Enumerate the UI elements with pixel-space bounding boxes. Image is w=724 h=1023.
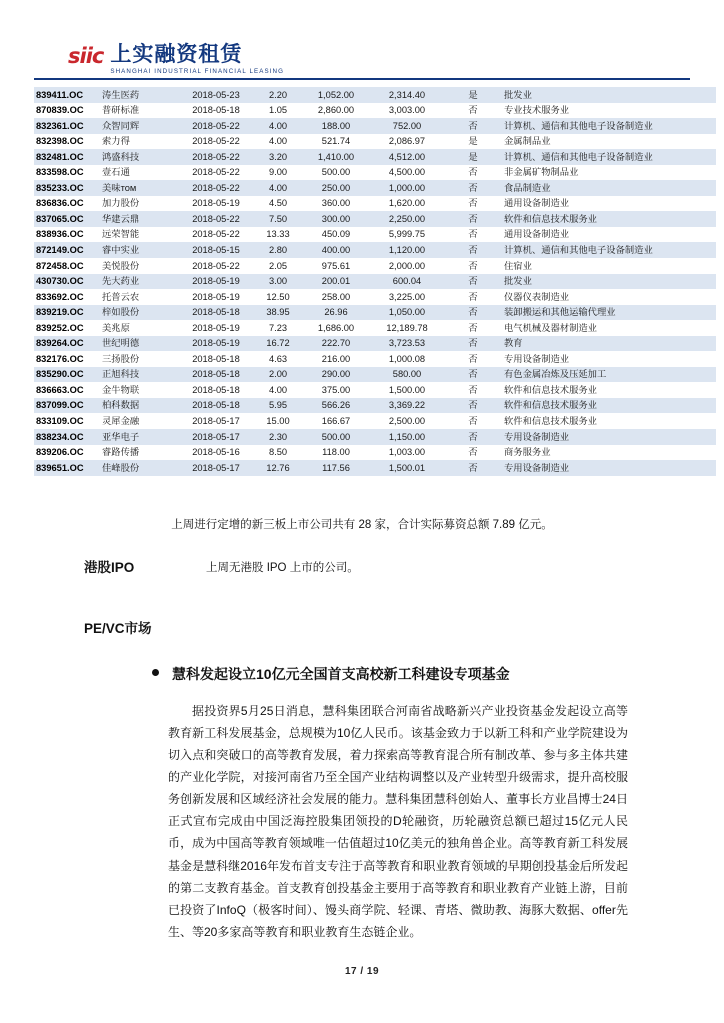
table-row	[34, 274, 716, 290]
cell-volume: 1,052.00	[302, 87, 370, 103]
cell-flag: 否	[444, 351, 502, 367]
cell-code: 832176.OC	[34, 351, 100, 367]
cell-volume: 375.00	[302, 382, 370, 398]
cell-price: 38.95	[254, 305, 302, 321]
cell-code: 835290.OC	[34, 367, 100, 383]
cell-price: 1.05	[254, 103, 302, 119]
cell-volume: 500.00	[302, 429, 370, 445]
cell-price: 8.50	[254, 445, 302, 461]
cell-volume: 450.09	[302, 227, 370, 243]
section-title-hk-ipo: 港股IPO	[84, 560, 135, 575]
table-row	[34, 460, 716, 476]
cell-date: 2018-05-18	[178, 367, 254, 383]
cell-price: 13.33	[254, 227, 302, 243]
page-number: 17 / 19	[344, 966, 380, 977]
cell-flag: 否	[444, 382, 502, 398]
cell-price: 7.50	[254, 211, 302, 227]
cell-code: 839206.OC	[34, 445, 100, 461]
cell-price: 2.20	[254, 87, 302, 103]
cell-industry: 教育	[502, 336, 716, 352]
table-row	[34, 180, 716, 196]
cell-amount: 1,000.00	[370, 180, 444, 196]
cell-flag: 否	[444, 413, 502, 429]
cell-amount: 752.00	[370, 118, 444, 134]
company-logo	[68, 44, 284, 75]
cell-volume: 300.00	[302, 211, 370, 227]
cell-industry: 专用设备制造业	[502, 429, 716, 445]
cell-price: 2.05	[254, 258, 302, 274]
cell-flag: 否	[444, 429, 502, 445]
cell-name: 涛生医药	[100, 87, 178, 103]
table-row	[34, 196, 716, 212]
cell-amount: 4,512.00	[370, 149, 444, 165]
cell-flag: 否	[444, 445, 502, 461]
table-row	[34, 382, 716, 398]
cell-date: 2018-05-18	[178, 103, 254, 119]
cell-code: 832361.OC	[34, 118, 100, 134]
cell-price: 9.00	[254, 165, 302, 181]
cell-code: 836836.OC	[34, 196, 100, 212]
cell-industry: 软件和信息技术服务业	[502, 382, 716, 398]
cell-industry: 专用设备制造业	[502, 351, 716, 367]
cell-industry: 批发业	[502, 87, 716, 103]
logo-english-name: SHANGHAI INDUSTRIAL FINANCIAL LEASING	[110, 68, 285, 76]
cell-date: 2018-05-22	[178, 134, 254, 150]
article-heading	[152, 664, 672, 684]
cell-date: 2018-05-22	[178, 180, 254, 196]
cell-industry: 批发业	[502, 274, 716, 290]
table-row	[34, 336, 716, 352]
cell-industry: 通用设备制造业	[502, 196, 716, 212]
cell-amount: 1,500.00	[370, 382, 444, 398]
table-row	[34, 211, 716, 227]
table-row	[34, 305, 716, 321]
cell-code: 838936.OC	[34, 227, 100, 243]
cell-amount: 2,000.00	[370, 258, 444, 274]
cell-name: 托普云农	[100, 289, 178, 305]
cell-price: 2.00	[254, 367, 302, 383]
cell-date: 2018-05-22	[178, 258, 254, 274]
cell-industry: 专用设备制造业	[502, 460, 716, 476]
cell-price: 4.50	[254, 196, 302, 212]
cell-amount: 4,500.00	[370, 165, 444, 181]
cell-name: 世纪明德	[100, 336, 178, 352]
cell-industry: 非金属矿物制品业	[502, 165, 716, 181]
cell-industry: 计算机、通信和其他电子设备制造业	[502, 118, 716, 134]
cell-flag: 否	[444, 398, 502, 414]
cell-flag: 否	[444, 367, 502, 383]
cell-date: 2018-05-17	[178, 460, 254, 476]
cell-flag: 是	[444, 149, 502, 165]
cell-volume: 290.00	[302, 367, 370, 383]
table-row	[34, 134, 716, 150]
cell-name: 正旭科技	[100, 367, 178, 383]
table-row	[34, 413, 716, 429]
cell-industry: 软件和信息技术服务业	[502, 398, 716, 414]
table-row	[34, 445, 716, 461]
cell-price: 15.00	[254, 413, 302, 429]
cell-name: 睿中实业	[100, 242, 178, 258]
table-row	[34, 367, 716, 383]
cell-code: 837099.OC	[34, 398, 100, 414]
cell-industry: 专业技术服务业	[502, 103, 716, 119]
cell-price: 3.00	[254, 274, 302, 290]
cell-volume: 118.00	[302, 445, 370, 461]
cell-date: 2018-05-18	[178, 305, 254, 321]
cell-volume: 360.00	[302, 196, 370, 212]
bullet-dot-icon	[152, 669, 159, 676]
cell-name: 美兆原	[100, 320, 178, 336]
cell-date: 2018-05-22	[178, 149, 254, 165]
table-body	[34, 87, 716, 476]
table-row	[34, 429, 716, 445]
logo-mark-icon	[68, 44, 103, 67]
private-placement-table	[34, 87, 716, 476]
cell-flag: 否	[444, 336, 502, 352]
cell-volume: 1,686.00	[302, 320, 370, 336]
cell-date: 2018-05-19	[178, 274, 254, 290]
cell-amount: 2,086.97	[370, 134, 444, 150]
cell-amount: 580.00	[370, 367, 444, 383]
cell-code: 833598.OC	[34, 165, 100, 181]
cell-code: 833692.OC	[34, 289, 100, 305]
cell-date: 2018-05-19	[178, 320, 254, 336]
table-summary-text: 上周进行定增的新三板上市公司共有 28 家，合计实际募资总额 7.89 亿元。	[171, 519, 553, 531]
cell-name: 先大药业	[100, 274, 178, 290]
cell-industry: 食品制造业	[502, 180, 716, 196]
cell-date: 2018-05-17	[178, 413, 254, 429]
cell-name: 柏科数据	[100, 398, 178, 414]
cell-name: 加力股份	[100, 196, 178, 212]
cell-amount: 2,250.00	[370, 211, 444, 227]
table-row	[34, 289, 716, 305]
cell-industry: 仪器仪表制造业	[502, 289, 716, 305]
cell-amount: 1,150.00	[370, 429, 444, 445]
table-row	[34, 227, 716, 243]
cell-date: 2018-05-22	[178, 118, 254, 134]
table-row	[34, 351, 716, 367]
cell-price: 7.23	[254, 320, 302, 336]
table-row	[34, 320, 716, 336]
cell-amount: 1,000.08	[370, 351, 444, 367]
cell-date: 2018-05-16	[178, 445, 254, 461]
cell-code: 839252.OC	[34, 320, 100, 336]
cell-date: 2018-05-19	[178, 336, 254, 352]
cell-amount: 1,003.00	[370, 445, 444, 461]
cell-price: 4.63	[254, 351, 302, 367]
cell-price: 3.20	[254, 149, 302, 165]
cell-name: 索力得	[100, 134, 178, 150]
table-row	[34, 398, 716, 414]
cell-flag: 否	[444, 211, 502, 227]
cell-volume: 566.26	[302, 398, 370, 414]
cell-amount: 3,003.00	[370, 103, 444, 119]
cell-name: 普研标准	[100, 103, 178, 119]
cell-volume: 200.01	[302, 274, 370, 290]
logo-text	[110, 44, 284, 75]
hk-ipo-note: 上周无港股 IPO 上市的公司。	[206, 562, 359, 574]
cell-date: 2018-05-23	[178, 87, 254, 103]
cell-volume: 521.74	[302, 134, 370, 150]
cell-flag: 否	[444, 320, 502, 336]
cell-price: 12.76	[254, 460, 302, 476]
cell-code: 839411.OC	[34, 87, 100, 103]
cell-volume: 222.70	[302, 336, 370, 352]
cell-volume: 26.96	[302, 305, 370, 321]
cell-amount: 600.04	[370, 274, 444, 290]
cell-amount: 1,500.01	[370, 460, 444, 476]
table-row	[34, 165, 716, 181]
cell-code: 838234.OC	[34, 429, 100, 445]
cell-flag: 否	[444, 274, 502, 290]
cell-flag: 否	[444, 118, 502, 134]
cell-price: 16.72	[254, 336, 302, 352]
cell-date: 2018-05-18	[178, 398, 254, 414]
cell-date: 2018-05-17	[178, 429, 254, 445]
table-row	[34, 87, 716, 103]
cell-code: 870839.OC	[34, 103, 100, 119]
cell-price: 2.80	[254, 242, 302, 258]
cell-flag: 否	[444, 258, 502, 274]
cell-date: 2018-05-19	[178, 289, 254, 305]
cell-volume: 216.00	[302, 351, 370, 367]
cell-name: 亚华电子	[100, 429, 178, 445]
article-heading-text: 慧科发起设立10亿元全国首支高校新工科建设专项基金	[172, 666, 510, 682]
cell-price: 2.30	[254, 429, 302, 445]
cell-industry: 商务服务业	[502, 445, 716, 461]
cell-name: 鸿盛科技	[100, 149, 178, 165]
ipo-table-container	[34, 87, 690, 476]
cell-amount: 2,314.40	[370, 87, 444, 103]
cell-code: 833109.OC	[34, 413, 100, 429]
cell-code: 872458.OC	[34, 258, 100, 274]
cell-name: 众智同辉	[100, 118, 178, 134]
table-row	[34, 149, 716, 165]
cell-date: 2018-05-19	[178, 196, 254, 212]
cell-code: 836663.OC	[34, 382, 100, 398]
cell-name: 远荣智能	[100, 227, 178, 243]
cell-date: 2018-05-22	[178, 165, 254, 181]
cell-code: 832481.OC	[34, 149, 100, 165]
cell-name: 美味том	[100, 180, 178, 196]
cell-amount: 2,500.00	[370, 413, 444, 429]
cell-price: 4.00	[254, 180, 302, 196]
cell-flag: 否	[444, 103, 502, 119]
cell-name: 壹石通	[100, 165, 178, 181]
cell-amount: 3,723.53	[370, 336, 444, 352]
cell-volume: 117.56	[302, 460, 370, 476]
section-title-pevc: PE/VC市场	[84, 621, 152, 636]
cell-flag: 是	[444, 87, 502, 103]
cell-volume: 975.61	[302, 258, 370, 274]
cell-code: 832398.OC	[34, 134, 100, 150]
cell-volume: 166.67	[302, 413, 370, 429]
cell-flag: 否	[444, 305, 502, 321]
cell-flag: 否	[444, 242, 502, 258]
cell-flag: 否	[444, 460, 502, 476]
cell-industry: 住宿业	[502, 258, 716, 274]
cell-industry: 有色金属冶炼及压延加工	[502, 367, 716, 383]
cell-name: 睿路传播	[100, 445, 178, 461]
cell-industry: 计算机、通信和其他电子设备制造业	[502, 242, 716, 258]
cell-amount: 3,225.00	[370, 289, 444, 305]
cell-price: 5.95	[254, 398, 302, 414]
cell-flag: 否	[444, 289, 502, 305]
cell-code: 835233.OC	[34, 180, 100, 196]
table-row	[34, 103, 716, 119]
cell-flag: 否	[444, 196, 502, 212]
cell-price: 4.00	[254, 382, 302, 398]
cell-name: 灵犀金融	[100, 413, 178, 429]
cell-amount: 1,050.00	[370, 305, 444, 321]
cell-name: 金牛物联	[100, 382, 178, 398]
cell-volume: 400.00	[302, 242, 370, 258]
cell-code: 872149.OC	[34, 242, 100, 258]
logo-chinese-name: 上实融资租赁	[110, 43, 243, 66]
cell-industry: 通用设备制造业	[502, 227, 716, 243]
cell-volume: 258.00	[302, 289, 370, 305]
table-row	[34, 258, 716, 274]
cell-amount: 3,369.22	[370, 398, 444, 414]
cell-code: 837065.OC	[34, 211, 100, 227]
cell-industry: 金属制品业	[502, 134, 716, 150]
cell-code: 839219.OC	[34, 305, 100, 321]
cell-date: 2018-05-22	[178, 211, 254, 227]
cell-amount: 1,120.00	[370, 242, 444, 258]
cell-industry: 软件和信息技术服务业	[502, 211, 716, 227]
cell-code: 839651.OC	[34, 460, 100, 476]
cell-amount: 12,189.78	[370, 320, 444, 336]
cell-amount: 5,999.75	[370, 227, 444, 243]
cell-industry: 装卸搬运和其他运输代理业	[502, 305, 716, 321]
cell-industry: 计算机、通信和其他电子设备制造业	[502, 149, 716, 165]
cell-code: 839264.OC	[34, 336, 100, 352]
cell-industry: 电气机械及器材制造业	[502, 320, 716, 336]
cell-price: 12.50	[254, 289, 302, 305]
logo-mark-text: siic	[68, 44, 104, 68]
table-row	[34, 242, 716, 258]
cell-volume: 188.00	[302, 118, 370, 134]
cell-name: 三扬股份	[100, 351, 178, 367]
cell-volume: 1,410.00	[302, 149, 370, 165]
cell-date: 2018-05-18	[178, 382, 254, 398]
cell-date: 2018-05-22	[178, 227, 254, 243]
cell-flag: 否	[444, 227, 502, 243]
cell-name: 华建云鼎	[100, 211, 178, 227]
cell-name: 美悦股份	[100, 258, 178, 274]
cell-price: 4.00	[254, 118, 302, 134]
cell-flag: 否	[444, 180, 502, 196]
cell-amount: 1,620.00	[370, 196, 444, 212]
cell-price: 4.00	[254, 134, 302, 150]
cell-volume: 500.00	[302, 165, 370, 181]
article-body: 据投资界5月25日消息，慧科集团联合河南省战略新兴产业投资基金发起设立高等教育新工科发展基金，总规模为10亿人民币。该基金致力于以新工科和产业学院建设为切入点和突破口的高等教育发展，着力探索高等教育混合所有制改革、参与多主体共建的产业化学院，对接河南省乃至全国产业结构调整以及产业转型升级需求，提升高校服务创新发展和区域经济社会发展的能力。慧科集团慧科创始人、董事长方业昌博士24日正式宣布完成由中国泛海控股集团领投的D轮融资，历轮融资总额已超过15亿元人民币，成为中国高等教育领域唯一估值超过10亿美元的独角兽企业。高等教育新工科发展基金是慧科继2016年发布首支专注于高等教育和职业教育领域的早期创投基金后所发起的第二支教育基金。首支教育创投基金主要用于高等教育和职业教育产业链上游，目前已投资了InfoQ（极客时间）、馒头商学院、轻课、青塔、微助教、海豚大数据、offer先生、等20多家高等教育和职业教育生态链企业。	[168, 704, 628, 939]
cell-name: 佳峰股份	[100, 460, 178, 476]
cell-flag: 是	[444, 134, 502, 150]
cell-industry: 软件和信息技术服务业	[502, 413, 716, 429]
cell-date: 2018-05-18	[178, 351, 254, 367]
header-divider	[34, 78, 690, 80]
cell-date: 2018-05-15	[178, 242, 254, 258]
cell-flag: 否	[444, 165, 502, 181]
cell-volume: 250.00	[302, 180, 370, 196]
cell-volume: 2,860.00	[302, 103, 370, 119]
cell-code: 430730.OC	[34, 274, 100, 290]
table-row	[34, 118, 716, 134]
cell-name: 梓如股份	[100, 305, 178, 321]
